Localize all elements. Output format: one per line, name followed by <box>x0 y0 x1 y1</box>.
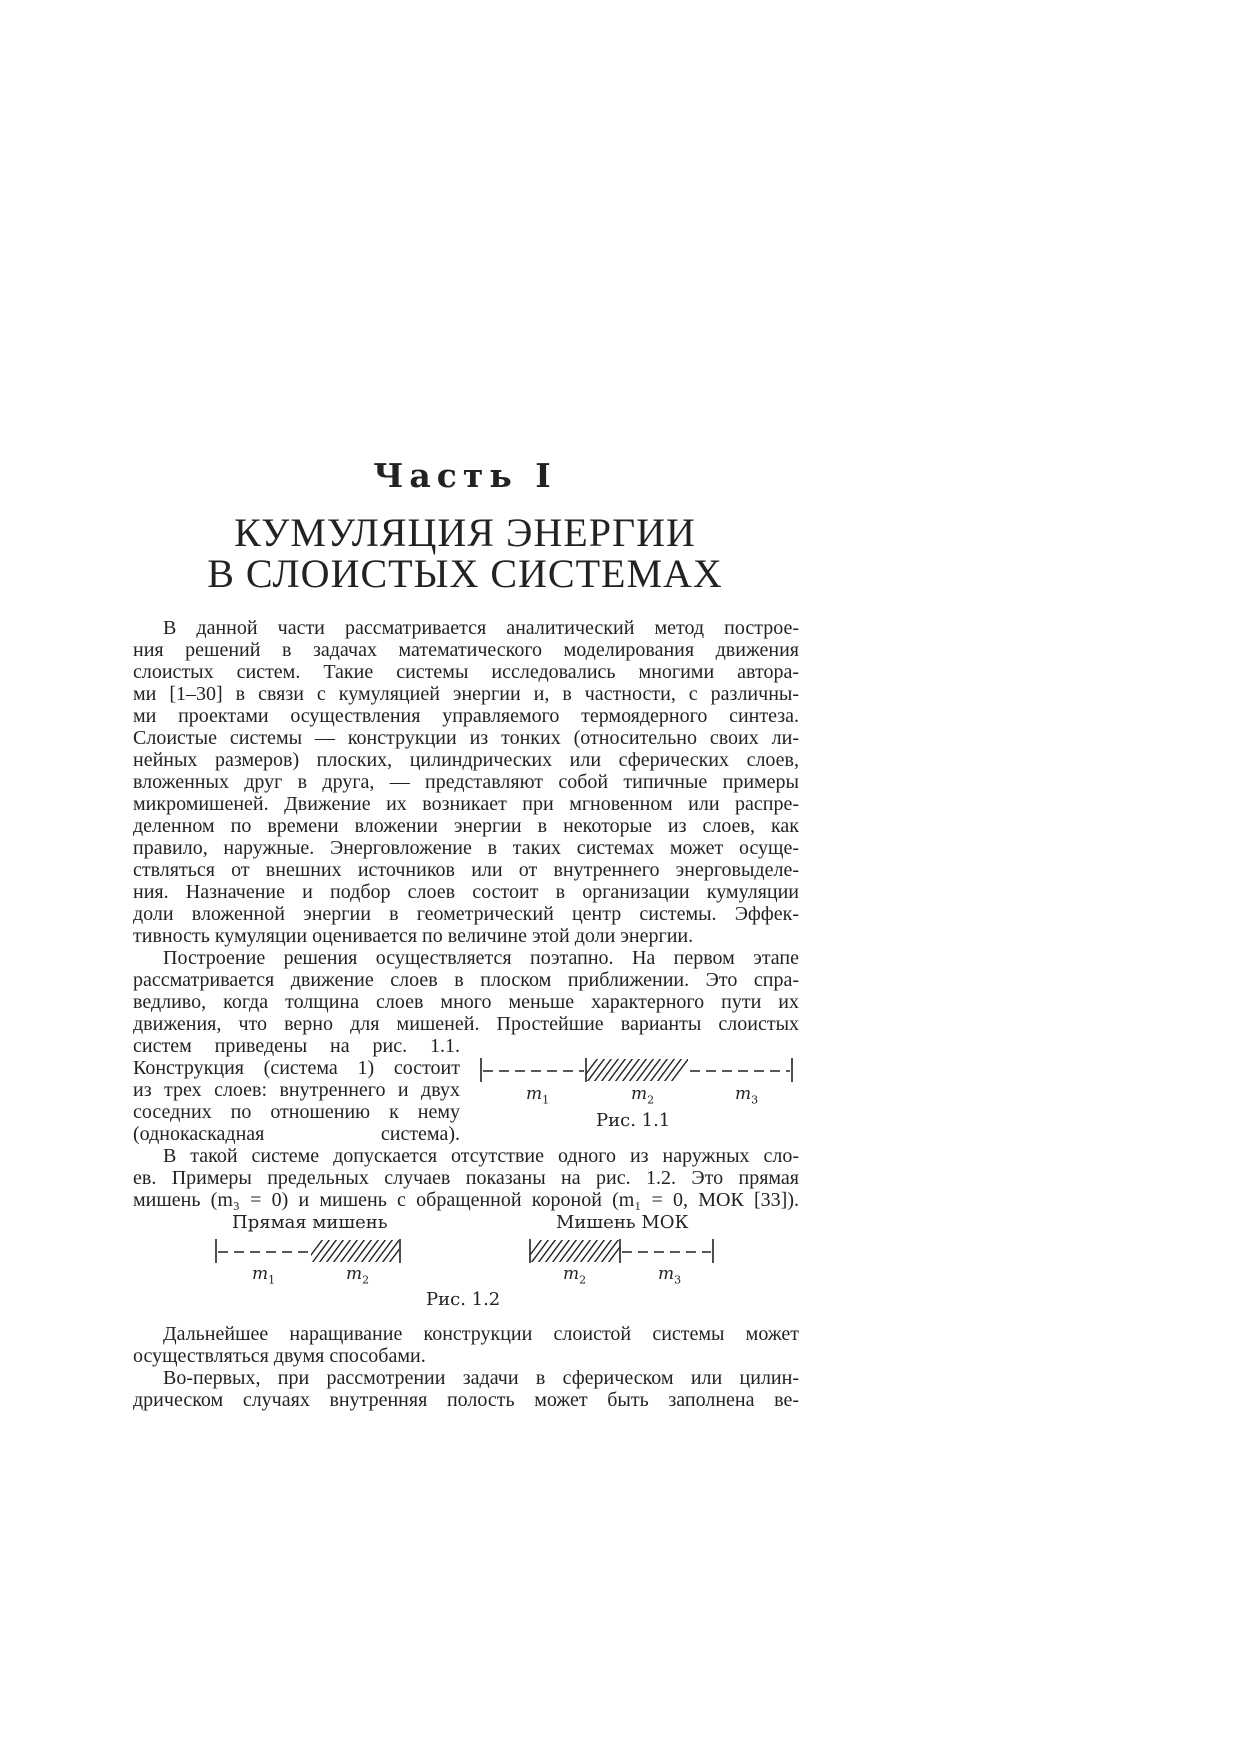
fig1-2-right-label-m2: $m_2$ <box>563 1264 587 1287</box>
text-line: микромишеней. Движение их возникает при мгновенном или распре- <box>133 793 799 815</box>
text-line: Построение решения осуществляется поэтапно. На первом этапе <box>163 947 799 969</box>
fig1-2-left-title: Прямая мишень <box>232 1212 388 1233</box>
text-line: деленном по времени вложении энергии в некоторые из слоев, как <box>133 815 799 837</box>
fig1-2-caption: Рис. 1.2 <box>426 1289 501 1310</box>
fig1-2-left-label-m2: $m_2$ <box>346 1264 370 1287</box>
text-line: мишень (m₃ = 0) и мишень с обращенной короной (m₁ = 0, МОК [33]). <box>133 1189 799 1211</box>
text-line: из трех слоев: внутреннего и двух <box>133 1079 460 1101</box>
mok-target-layer-2-hatching <box>524 1239 626 1263</box>
fig1-2-right-title: Мишень МОК <box>556 1212 689 1233</box>
text-line: тивность кумуляции оценивается по величине этой доли энергии. <box>133 925 694 947</box>
text-line: слоистых систем. Такие системы исследовались многими автора- <box>133 661 799 683</box>
text-line: Дальнейшее наращивание конструкции слоистой системы может <box>163 1323 799 1345</box>
text-line: Конструкция (система 1) состоит <box>133 1057 460 1079</box>
text-line: рассматривается движение слоев в плоском приближении. Это спра- <box>133 969 799 991</box>
text-line: ми [1–30] в связи с кумуляцией энергии и, в частности, с различны- <box>133 683 799 705</box>
fig1-2-left-label-m1: $m_1$ <box>252 1264 276 1287</box>
text-line: осуществляться двумя способами. <box>133 1345 426 1367</box>
text-line: доли вложенной энергии в геометрический центр системы. Эффек- <box>133 903 799 925</box>
fig1-1-label-m2: $m_2$ <box>631 1084 655 1107</box>
fig1-1-caption: Рис. 1.1 <box>596 1110 671 1131</box>
text-line: дрическом случаях внутренняя полость может быть заполнена ве- <box>133 1389 799 1411</box>
text-line: (однокаскадная система). <box>133 1123 460 1145</box>
text-line: правило, наружные. Энерговложение в таких системах может осуще- <box>133 837 799 859</box>
direct-target-layer-2-hatching <box>305 1239 407 1263</box>
text-line: В такой системе допускается отсутствие одного из наружных сло- <box>163 1145 799 1167</box>
part-title-line-1: КУМУЛЯЦИЯ ЭНЕРГИИ <box>234 510 696 555</box>
part-title-line-2: В СЛОИСТЫХ СИСТЕМАХ <box>207 551 723 596</box>
text-line: ния решений в задачах математического моделирования движения <box>133 639 799 661</box>
fig1-1-label-m1: $m_1$ <box>526 1084 550 1107</box>
text-line: соседних по отношению к нему <box>133 1101 460 1123</box>
text-line: ведливо, когда толщина слоев много меньше характерного пути их <box>133 991 799 1013</box>
part-label: Часть I <box>373 456 557 495</box>
fig1-1-label-m3: $m_3$ <box>735 1084 759 1107</box>
text-line: вложенных друг в друга, — представляют собой типичные примеры <box>133 771 799 793</box>
fig1-2-right-label-m3: $m_3$ <box>658 1264 682 1287</box>
text-line: ев. Примеры предельных случаев показаны на рис. 1.2. Это прямая <box>133 1167 799 1189</box>
text-line: систем приведены на рис. 1.1. <box>133 1035 460 1057</box>
text-line: движения, что верно для мишеней. Простейшие варианты слоистых <box>133 1013 799 1035</box>
text-line: ми проектами осуществления управляемого термоядерного синтеза. <box>133 705 799 727</box>
layer-2-hatching <box>580 1058 689 1082</box>
text-line: Слоистые системы — конструкции из тонких (относительно своих ли- <box>133 727 799 749</box>
text-line: Во-первых, при рассмотрении задачи в сферическом или цилин- <box>163 1367 799 1389</box>
text-line: ния. Назначение и подбор слоев состоит в организации кумуляции <box>133 881 799 903</box>
text-line: ствляться от внешних источников или от внутреннего энерговыделе- <box>133 859 799 881</box>
figure-1-1-diagram <box>0 0 1 1</box>
text-line: В данной части рассматривается аналитический метод построе- <box>163 617 799 639</box>
text-line: нейных размеров) плоских, цилиндрических или сферических слоев, <box>133 749 799 771</box>
